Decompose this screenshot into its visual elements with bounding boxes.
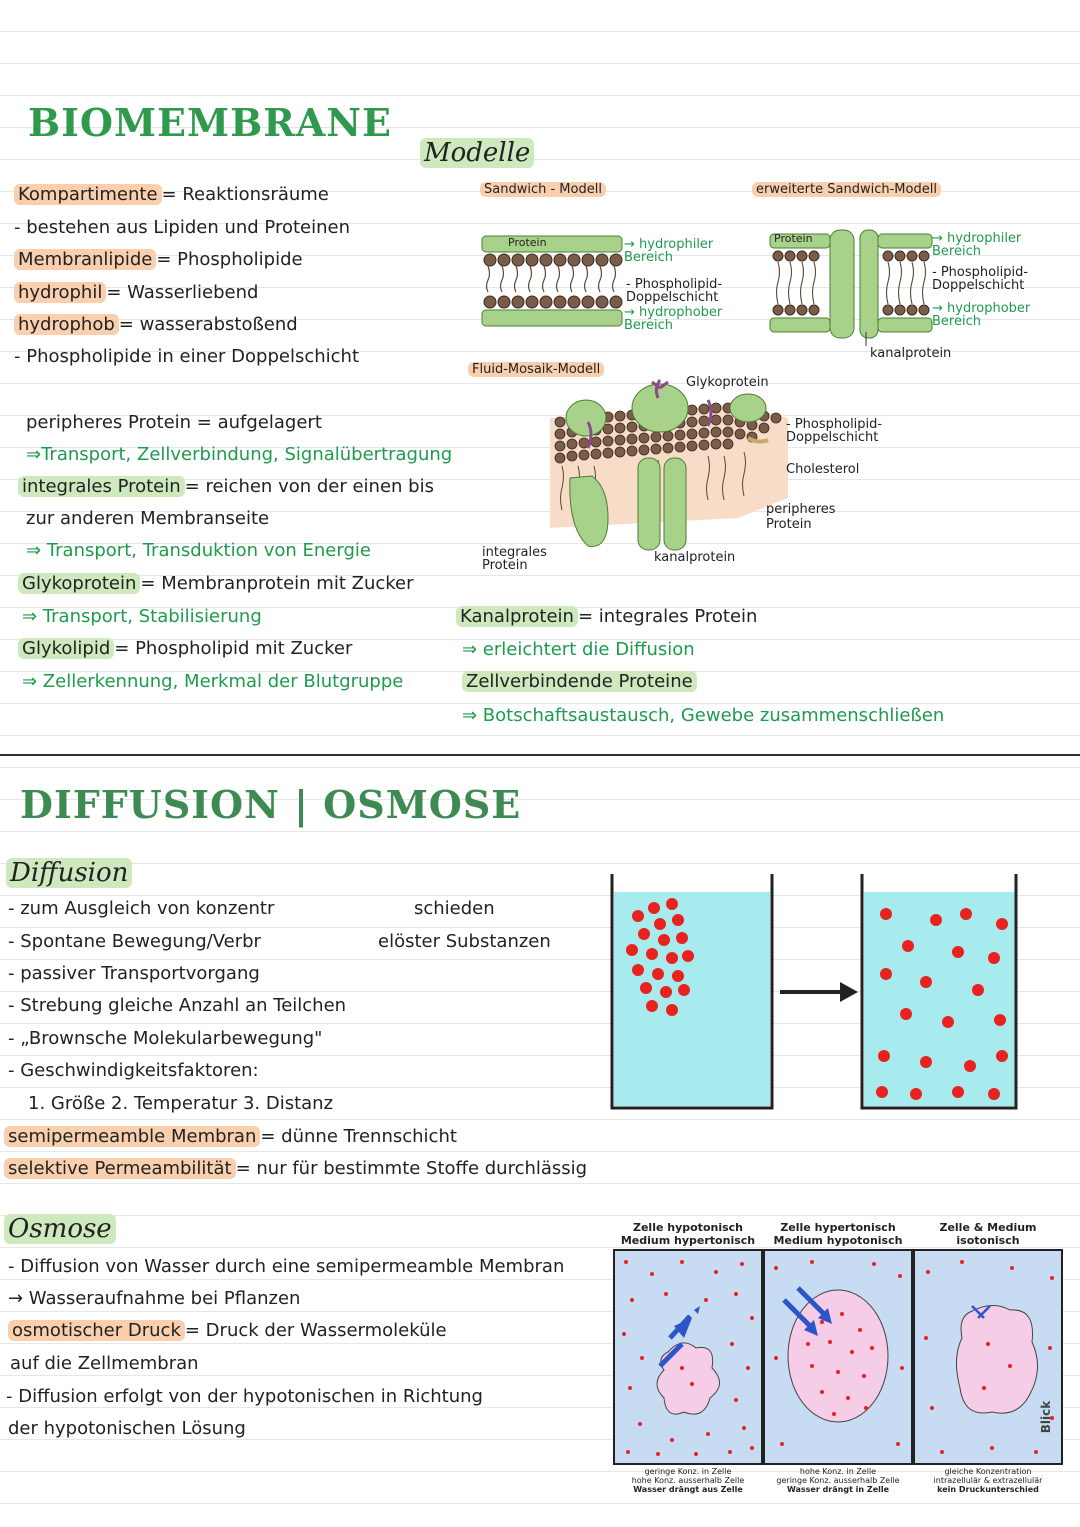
erweitert-doppel-label: - Phospholipid-Doppelschicht <box>932 265 1029 293</box>
sandwich-hydrophob-label: → hydrophober Bereich <box>624 305 723 333</box>
effect-glykolipid: ⇒ Zellerkennung, Merkmal der Blutgruppe <box>22 671 404 692</box>
term-selektive-permeabilitaet: selektive Permeambilität <box>4 1158 236 1179</box>
term-kanalprotein: Kanalprotein <box>456 606 578 627</box>
panel3-footer <box>914 1467 1062 1494</box>
panel3-header <box>914 1221 1062 1247</box>
def-glykoprotein: = Membranprotein mit Zucker <box>140 573 414 594</box>
erweitert-title-label: erweiterte Sandwich-Modell <box>752 182 941 197</box>
effect-zellverbindende: ⇒ Botschaftsaustausch, Gewebe zusammenschließen <box>462 705 945 726</box>
line-d6: - Geschwindigkeitsfaktoren: <box>8 1060 259 1081</box>
def-glykolipid: = Phospholipid mit Zucker <box>114 638 353 659</box>
panel1-head1: Zelle hypotonisch <box>632 1221 744 1234</box>
line-d5: - „Brownsche Molekularbewegung" <box>8 1028 323 1049</box>
panel1-foot3: Wasser drängt aus Zelle <box>633 1485 743 1494</box>
term-hydrophob: hydrophob <box>14 314 119 335</box>
panel1-head2: Medium hypertonisch <box>620 1234 756 1247</box>
page-title-diffusion: DIFFUSION | OSMOSE <box>20 782 522 827</box>
term-membranlipide: Membranlipide <box>14 249 156 270</box>
fluid-chol-label: Cholesterol <box>786 462 860 477</box>
line-lipide-proteine: - bestehen aus Lipiden und Proteinen <box>14 217 351 238</box>
line-o3 <box>8 1320 447 1341</box>
term-semipermeable: semipermeamble Membran <box>4 1126 260 1147</box>
diffusion-heading-label: Diffusion <box>6 858 132 888</box>
effect-glykoprotein: ⇒ Transport, Stabilisierung <box>22 606 262 627</box>
erweitert-hydrophil-label: → hydrophiler Bereich <box>932 231 1022 259</box>
term-osmotischer-druck: osmotischer Druck <box>8 1320 185 1341</box>
panel1-foot1: geringe Konz. in Zelle <box>644 1467 732 1476</box>
section-divider <box>0 754 1080 756</box>
panel2-header <box>764 1221 912 1247</box>
brand-watermark <box>1040 1400 1060 1440</box>
term-zellverbindende: Zellverbindende Proteine <box>462 671 697 692</box>
def-kanalprotein: = integrales Protein <box>577 606 758 627</box>
line-o5: - Diffusion erfolgt von der hypotonischen in Richtung <box>6 1386 483 1407</box>
panel2-footer <box>764 1467 912 1494</box>
line-peripheres-protein: peripheres Protein = aufgelagert <box>26 412 322 433</box>
panel1-foot2: hohe Konz. ausserhalb Zelle <box>631 1476 745 1485</box>
panel2-foot2: geringe Konz. ausserhalb Zelle <box>776 1476 900 1485</box>
line-o4: auf die Zellmembran <box>10 1353 199 1374</box>
panel2-head2: Medium hypotonisch <box>773 1234 903 1247</box>
panel2-foot1: hohe Konz. in Zelle <box>799 1467 877 1476</box>
def-hydrophil: = Wasserliebend <box>106 282 259 303</box>
panel3-head1: Zelle & Medium <box>939 1221 1037 1234</box>
def-kompartimente: = Reaktionsräume <box>161 184 329 205</box>
line-integrales-cont: zur anderen Membranseite <box>26 508 270 529</box>
line-zellverbindende <box>462 671 697 692</box>
line-d2a: - Spontane Bewegung/Verbr <box>8 931 261 952</box>
def-semipermeable: = dünne Trennschicht <box>260 1126 457 1147</box>
line-hydrophil <box>14 282 258 303</box>
line-d1a: - zum Ausgleich von konzentr <box>8 898 275 919</box>
line-integrales-protein <box>18 476 434 497</box>
term-hydrophil: hydrophil <box>14 282 106 303</box>
line-glykoprotein <box>18 573 414 594</box>
term-glykolipid: Glykolipid <box>18 638 114 659</box>
line-glykolipid <box>18 638 352 659</box>
sandwich-title-label: Sandwich - Modell <box>480 182 606 197</box>
erweitert-protein-label: Protein <box>774 232 813 245</box>
panel2-head1: Zelle hypertonisch <box>780 1221 896 1234</box>
line-d4: - Strebung gleiche Anzahl an Teilchen <box>8 995 347 1016</box>
line-d1b: schieden <box>414 898 495 919</box>
line-doppelschicht: - Phospholipide in einer Doppelschicht <box>14 346 360 367</box>
osmose-heading-label: Osmose <box>4 1214 116 1244</box>
def-hydrophob: = wasserabstoßend <box>118 314 298 335</box>
erweitert-title <box>752 182 941 197</box>
fluid-title <box>468 362 604 377</box>
sandwich-doppel-label: - Phospholipid-Doppelschicht <box>626 277 723 305</box>
def-osmotischer-druck: = Druck der Wassermoleküle <box>184 1320 447 1341</box>
fluid-mosaic-diagram <box>548 378 798 558</box>
sandwich-title <box>480 182 606 197</box>
erweitert-hydrophob-label: → hydrophober Bereich <box>932 301 1031 329</box>
line-d8 <box>4 1126 457 1147</box>
line-o2: → Wasseraufnahme bei Pflanzen <box>8 1288 301 1309</box>
term-kompartimente: Kompartimente <box>14 184 162 205</box>
line-membranlipide <box>14 249 303 270</box>
erweitert-kanal-label: kanalprotein <box>870 346 952 361</box>
effect-integrales-protein: ⇒ Transport, Transduktion von Energie <box>26 540 371 561</box>
panel2-foot3: Wasser drängt in Zelle <box>786 1485 890 1494</box>
sandwich-protein-label: Protein <box>508 236 547 249</box>
modelle-heading <box>420 138 534 168</box>
diffusion-heading <box>6 858 132 888</box>
panel3-head2: isotonisch <box>956 1234 1020 1247</box>
brand-label: Blick <box>1039 1400 1054 1434</box>
modelle-label: Modelle <box>420 138 534 168</box>
line-hydrophob <box>14 314 298 335</box>
erweitert-model-diagram <box>768 228 934 346</box>
panel3-foot3: kein Druckunterschied <box>937 1485 1039 1494</box>
def-selektive-permeabilitaet: = nur für bestimmte Stoffe durchlässig <box>235 1158 588 1179</box>
fluid-title-label: Fluid-Mosaik-Modell <box>468 362 604 377</box>
fluid-integr-label: integrales Protein <box>482 545 547 573</box>
sandwich-hydrophil-label: → hydrophiler Bereich <box>624 237 714 265</box>
line-o1: - Diffusion von Wasser durch eine semipermeamble Membran <box>8 1256 565 1277</box>
osmose-heading <box>4 1214 116 1244</box>
fluid-doppel-label: - Phospholipid-Doppelschicht <box>786 417 883 445</box>
def-membranlipide: = Phospholipide <box>156 249 303 270</box>
fluid-glyko-label: Glykoprotein <box>686 375 769 390</box>
effect-kanalprotein: ⇒ erleichtert die Diffusion <box>462 639 695 660</box>
diffusion-beakers <box>608 870 1018 1114</box>
fluid-kanal-label: kanalprotein <box>654 550 736 565</box>
term-integrales-protein: integrales Protein <box>18 476 185 497</box>
term-glykoprotein: Glykoprotein <box>18 573 140 594</box>
line-o6: der hypotonischen Lösung <box>8 1418 246 1439</box>
sandwich-model-diagram <box>478 232 628 332</box>
line-kanalprotein <box>456 606 757 627</box>
line-kompartimente <box>14 184 329 205</box>
line-d2b: elöster Substanzen <box>378 931 551 952</box>
line-d7: 1. Größe 2. Temperatur 3. Distanz <box>28 1093 334 1114</box>
line-d9 <box>4 1158 587 1179</box>
panel1-header <box>614 1221 762 1247</box>
def-integrales-protein: = reichen von der einen bis <box>184 476 434 497</box>
panel3-foot2: intrazellulär & extrazellulär <box>933 1476 1043 1485</box>
page-title-biomembrane: BIOMEMBRANE <box>28 100 392 145</box>
panel1-footer <box>614 1467 762 1494</box>
panel3-foot1: gleiche Konzentration <box>944 1467 1032 1476</box>
fluid-periph-label: peripheres Protein <box>766 502 836 532</box>
osmosis-panels-diagram <box>612 1248 1064 1466</box>
effect-peripheres-protein: ⇒Transport, Zellverbindung, Signalübertragung <box>26 444 453 465</box>
line-d3: - passiver Transportvorgang <box>8 963 260 984</box>
